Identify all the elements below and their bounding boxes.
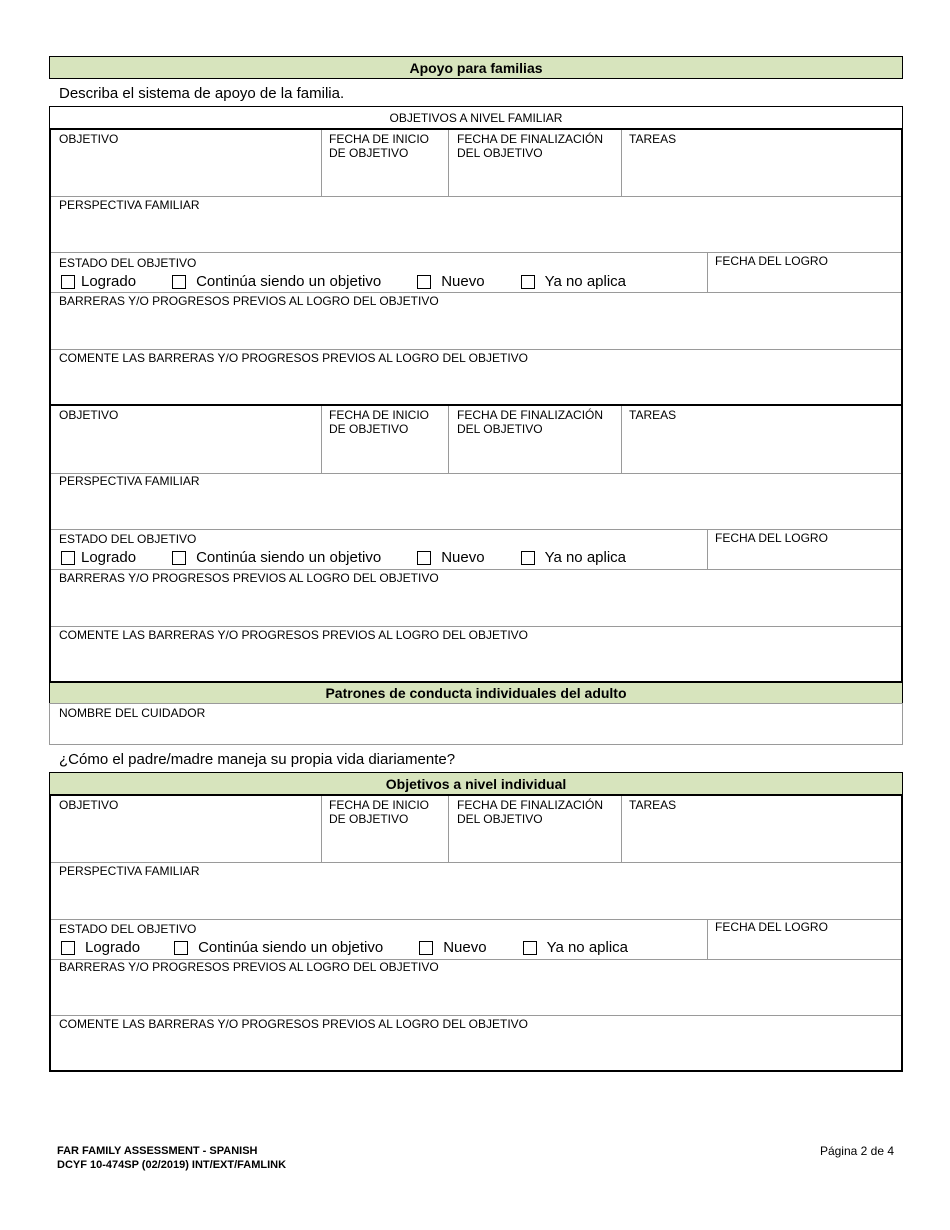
barriers-label: BARRERAS Y/O PROGRESOS PREVIOS AL LOGRO DEL OBJETIVO <box>59 571 439 585</box>
barriers-label: BARRERAS Y/O PROGRESOS PREVIOS AL LOGRO DEL OBJETIVO <box>59 960 439 974</box>
family-support-question: Describa el sistema de apoyo de la familia. <box>59 85 345 102</box>
end-date-label: FECHA DE FINALIZACIÓN DEL OBJETIVO <box>457 408 604 436</box>
checkbox-continuing[interactable] <box>172 275 186 289</box>
status-option-continuing[interactable]: Continúa siendo un objetivo <box>174 939 383 956</box>
checkbox-new[interactable] <box>417 551 431 565</box>
status-option-achieved[interactable]: Logrado <box>61 273 136 290</box>
goal-status-label: ESTADO DEL OBJETIVO <box>59 256 197 270</box>
checkbox-achieved[interactable] <box>61 275 75 289</box>
form-title: FAR FAMILY ASSESSMENT - SPANISH <box>57 1145 258 1157</box>
status-option-not-applicable[interactable]: Ya no aplica <box>521 273 626 290</box>
checkbox-new[interactable] <box>419 941 433 955</box>
status-option-new[interactable]: Nuevo <box>417 549 484 566</box>
checkbox-not-applicable[interactable] <box>521 275 535 289</box>
tasks-label: TAREAS <box>629 798 677 812</box>
tasks-label: TAREAS <box>629 408 677 422</box>
page-number: Página 2 de 4 <box>819 1144 894 1158</box>
start-date-label: FECHA DE INICIO DE OBJETIVO <box>329 132 430 160</box>
comment-barriers-label: COMENTE LAS BARRERAS Y/O PROGRESOS PREVIOS AL LOGRO DEL OBJETIVO <box>59 628 529 642</box>
checkbox-not-applicable[interactable] <box>523 941 537 955</box>
status-option-achieved[interactable]: Logrado <box>61 549 136 566</box>
status-option-new[interactable]: Nuevo <box>417 273 484 290</box>
achievement-date-label: FECHA DEL LOGRO <box>715 254 828 268</box>
objective-label: OBJETIVO <box>59 408 119 422</box>
goal-block-3 <box>49 794 903 1072</box>
family-perspective-label: PERSPECTIVA FAMILIAR <box>59 198 200 212</box>
start-date-label: FECHA DE INICIO DE OBJETIVO <box>329 408 430 436</box>
family-goals-table-title: OBJETIVOS A NIVEL FAMILIAR <box>49 106 903 129</box>
checkbox-not-applicable[interactable] <box>521 551 535 565</box>
status-option-new[interactable]: Nuevo <box>419 939 486 956</box>
family-perspective-label: PERSPECTIVA FAMILIAR <box>59 864 200 878</box>
comment-barriers-label: COMENTE LAS BARRERAS Y/O PROGRESOS PREVIOS AL LOGRO DEL OBJETIVO <box>59 351 529 365</box>
goal-status-label: ESTADO DEL OBJETIVO <box>59 532 197 546</box>
end-date-label: FECHA DE FINALIZACIÓN DEL OBJETIVO <box>457 798 604 826</box>
checkbox-achieved[interactable] <box>61 941 75 955</box>
individual-goals-table-title: Objetivos a nivel individual <box>49 772 903 795</box>
end-date-label: FECHA DE FINALIZACIÓN DEL OBJETIVO <box>457 132 604 160</box>
family-perspective-label: PERSPECTIVA FAMILIAR <box>59 474 200 488</box>
achievement-date-label: FECHA DEL LOGRO <box>715 531 828 545</box>
form-number: DCYF 10-474SP (02/2019) INT/EXT/FAMLINK <box>57 1159 287 1171</box>
caregiver-name-label: NOMBRE DEL CUIDADOR <box>59 706 206 720</box>
checkbox-new[interactable] <box>417 275 431 289</box>
status-option-continuing[interactable]: Continúa siendo un objetivo <box>172 273 381 290</box>
objective-label: OBJETIVO <box>59 132 119 146</box>
section-header-adult-patterns: Patrones de conducta individuales del adulto <box>49 682 903 704</box>
goal-status-options <box>61 939 628 956</box>
goal-status-label: ESTADO DEL OBJETIVO <box>59 922 197 936</box>
start-date-label: FECHA DE INICIO DE OBJETIVO <box>329 798 430 826</box>
checkbox-achieved[interactable] <box>61 551 75 565</box>
caregiver-name-field[interactable] <box>49 703 903 745</box>
tasks-label: TAREAS <box>629 132 677 146</box>
checkbox-continuing[interactable] <box>174 941 188 955</box>
objective-label: OBJETIVO <box>59 798 119 812</box>
goal-status-options <box>61 549 626 566</box>
goal-block-1 <box>49 128 903 406</box>
status-option-not-applicable[interactable]: Ya no aplica <box>523 939 628 956</box>
checkbox-continuing[interactable] <box>172 551 186 565</box>
barriers-label: BARRERAS Y/O PROGRESOS PREVIOS AL LOGRO DEL OBJETIVO <box>59 294 439 308</box>
comment-barriers-label: COMENTE LAS BARRERAS Y/O PROGRESOS PREVIOS AL LOGRO DEL OBJETIVO <box>59 1017 529 1031</box>
form-identifier <box>57 1144 286 1172</box>
goal-block-2 <box>49 404 903 683</box>
status-option-continuing[interactable]: Continúa siendo un objetivo <box>172 549 381 566</box>
daily-life-question: ¿Cómo el padre/madre maneja su propia vida diariamente? <box>59 751 456 768</box>
section-header-family-support: Apoyo para familias <box>49 56 903 79</box>
status-option-not-applicable[interactable]: Ya no aplica <box>521 549 626 566</box>
goal-status-options <box>61 273 626 290</box>
achievement-date-label: FECHA DEL LOGRO <box>715 920 828 934</box>
status-option-achieved[interactable]: Logrado <box>61 939 140 956</box>
